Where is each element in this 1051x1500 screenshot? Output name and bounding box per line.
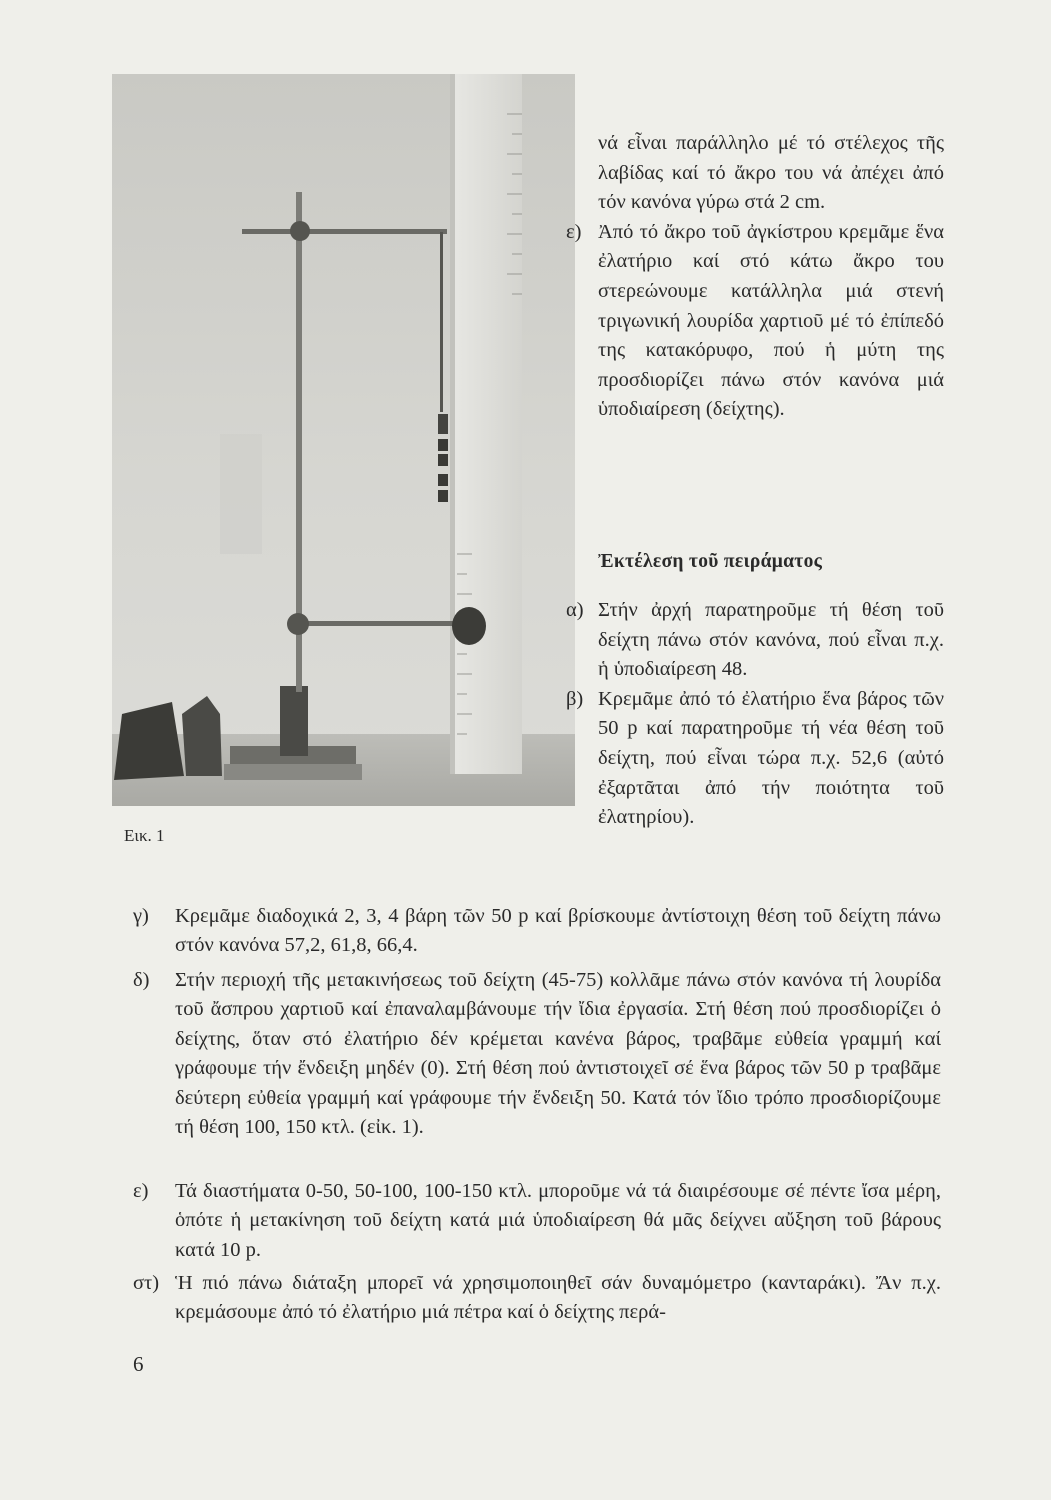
top-arm bbox=[242, 229, 447, 234]
stone-object bbox=[114, 702, 184, 780]
paragraph-text: Κρεμᾶμε διαδοχικά 2, 3, 4 βάρη τῶν 50 p καί βρίσκουμε ἀντίστοιχη θέση τοῦ δείχτη πάνω στόν κανόνα 57,2, 61,8, 66,4. bbox=[175, 905, 941, 957]
figure-caption: Εικ. 1 bbox=[124, 826, 165, 845]
list-marker: στ) bbox=[133, 1272, 160, 1294]
list-marker: ε) bbox=[133, 1180, 149, 1202]
step-e-paragraph bbox=[566, 218, 944, 425]
weight bbox=[438, 454, 448, 466]
paragraph-text: Τά διαστήματα 0-50, 50-100, 100-150 κτλ. μποροῦμε νά τά διαιρέσουμε σέ πέντε ἴσα μέρη, ὁπότε ἡ μετακίνηση τοῦ δείχτη κατά μιά ὑποδιαίρεση θά μᾶς δείχνει αὔξηση τοῦ βάρους κατά 10 p. bbox=[175, 1180, 941, 1261]
figure-photo bbox=[112, 74, 575, 806]
right-column bbox=[566, 129, 944, 425]
step-a-paragraph bbox=[566, 596, 944, 685]
step-g-paragraph bbox=[133, 902, 941, 961]
section-heading: Ἐκτέλεση τοῦ πειράματος bbox=[598, 551, 823, 572]
list-marker: γ) bbox=[133, 905, 149, 927]
clamp-block bbox=[280, 686, 308, 756]
paragraph-text: Ἀπό τό ἄκρο τοῦ ἀγκίστρου κρεμᾶμε ἕνα ἐλατήριο καί στό κάτω ἄκρο του στερεώνουμε κατάλληλα μιά στενή τριγωνική λουρίδα χαρτιοῦ μέ τό ἐπίπεδό της κατακόρυφο, πού ἡ μύτη της προσδιορίζει πάνω στόν κανόνα μιά ὑποδιαίρεση (δείχτης). bbox=[598, 220, 944, 421]
list-marker: β) bbox=[566, 687, 584, 710]
right-column-steps bbox=[566, 596, 944, 833]
spring-balance-apparatus-photo bbox=[112, 74, 575, 806]
ruler bbox=[450, 74, 522, 774]
step-b-paragraph bbox=[566, 685, 944, 833]
list-marker: α) bbox=[566, 599, 584, 621]
step-e2-paragraph bbox=[133, 1177, 941, 1265]
weight bbox=[438, 490, 448, 502]
weight bbox=[438, 439, 448, 451]
step-st-paragraph bbox=[133, 1269, 941, 1328]
paragraph-text: Κρεμᾶμε ἀπό τό ἐλατήριο ἕνα βάρος τῶν 50 p καί παρατηροῦμε τή νέα θέση τοῦ δείχτη, πού εἶναι τώρα π.χ. 52,6 (αὐτό ἐξαρτᾶται ἀπό τήν ποιότητα τοῦ ἐλατηρίου). bbox=[598, 687, 944, 829]
lower-arm bbox=[292, 621, 457, 626]
paragraph-text: Ἡ πιό πάνω διάταξη μπορεῖ νά χρησιμοποιηθεῖ σάν δυναμόμετρο (κανταράκι). Ἄν π.χ. κρεμάσουμε ἀπό τό ἐλατήριο μιά πέτρα καί ὁ δείχτης περά- bbox=[175, 1272, 941, 1324]
paragraph-text: Στήν ἀρχή παρατηροῦμε τή θέση τοῦ δείχτη πάνω στόν κανόνα, πού εἶναι π.χ. ἡ ὑποδιαίρεση 48. bbox=[598, 599, 944, 681]
list-marker: δ) bbox=[133, 969, 150, 991]
paragraph-text: Στήν περιοχή τῆς μετακινήσεως τοῦ δείχτη (45-75) κολλᾶμε πάνω στόν κανόνα τή λουρίδα τοῦ ἄσπρου χαρτιοῦ καί ἐπαναλαμβάνουμε τήν ἴδια ἐργασία. Στή θέση πού προσδιορίζει ὁ δείχτης, ὅταν στό ἐλατήριο δέν κρέμεται κανένα βάρος, τραβᾶμε εὐθεία γραμμή καί γράφουμε τήν ἔνδειξη μηδέν (0). Στή θέση πού ἀντιστοιχεῖ σέ ἕνα βάρος τῶν 50 p τραβᾶμε δεύτερη εὐθεία γραμμή καί γράφουμε τήν ἔνδειξη 50. Κατά τόν ἴδιο τρόπο προσδιορίζουμε τή θέση 100, 150 κτλ. (εἰκ. 1). bbox=[175, 969, 941, 1139]
spring bbox=[438, 414, 448, 434]
list-marker: ε) bbox=[566, 220, 582, 243]
weight bbox=[438, 474, 448, 486]
page-number: 6 bbox=[133, 1352, 144, 1376]
intro-paragraph: νά εἶναι παράλληλο μέ τό στέλεχος τῆς λαβίδας καί τό ἄκρο του νά ἀπέχει ἀπό τόν κανόνα γύρω στά 2 cm. bbox=[598, 132, 944, 214]
step-d-paragraph bbox=[133, 966, 941, 1142]
